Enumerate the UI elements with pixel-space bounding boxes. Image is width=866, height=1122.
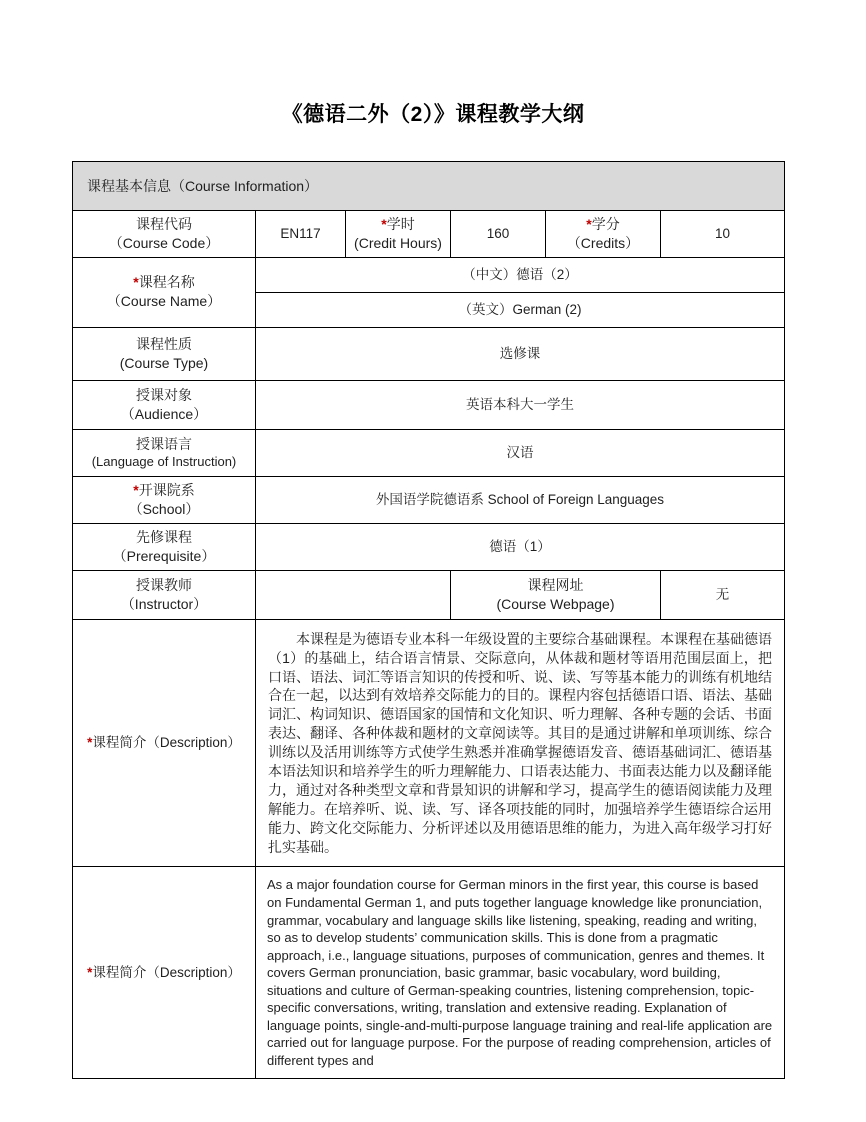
value-course-name-en: （英文）German (2) (256, 292, 785, 327)
value-course-webpage: 无 (661, 570, 785, 619)
value-language-of-instruction: 汉语 (256, 429, 785, 476)
label-course-type-en: (Course Type) (119, 354, 209, 371)
value-school: 外国语学院德语系 School of Foreign Languages (256, 476, 785, 523)
value-course-name-cn: （中文）德语（2） (256, 257, 785, 292)
label-language-of-instruction (73, 429, 256, 476)
value-course-type: 选修课 (256, 327, 785, 380)
required-asterisk: * (87, 964, 93, 980)
value-credit-hours: 160 (451, 211, 546, 258)
label-course-webpage-en: (Course Webpage) (496, 595, 615, 612)
table-row-description-en (73, 867, 785, 1079)
label-credits-cn: *学分 (586, 216, 620, 232)
label-audience-en: （Audience） (120, 405, 208, 422)
label-prerequisite (73, 523, 256, 570)
table-row-language (73, 429, 785, 476)
label-school-cn: *开课院系 (133, 481, 195, 498)
value-credits: 10 (661, 211, 785, 258)
value-description-en: As a major foundation course for German minors in the first year, this course is based on Fundamental German 1, and puts together language knowledge like pronunciation, grammar, vocabulary and language skills like listening, speaking, reading and writing, so as to develop students’ communication skills. This is done from a pragmatic approach, i.e., language situations, purposes of communication, genres and themes. It covers German pronunciation, basic grammar, basic vocabulary, word building, situations and culture of German-speaking countries, listening comprehension, topic-specific conversations, writing, translation and extensive reading. Explanation of language points, single-and-multi-purpose language training and real-life application are carried out for language purpose. For the purpose of reading comprehension, articles of different types and (256, 867, 785, 1079)
value-description-cn: 本课程是为德语专业本科一年级设置的主要综合基础课程。本课程在基础德语（1）的基础上，结合语言情景、交际意向，从体裁和题材等语用范围层面上，把口语、语法、词汇等语言知识的传授和听、说、读、写等基本能力的训练有机地结合在一起，以达到有效培养交际能力的目的。课程内容包括德语口语、语法、基础词汇、构词知识、德语国家的国情和文化知识、听力理解、各种专题的会话、书面表达、翻译、各种体裁和题材的文章阅读等。其目的是通过讲解和单项训练、综合训练以及活用训练等方式使学生熟悉并准确掌握德语发音、德语基础词汇、德语基本语法知识和培养学生的听力理解能力、口语表达能力、书面表达能力以及翻译能力，通过对各种类型文章和背景知识的讲解和学习，提高学生的德语阅读能力及理解能力。在培养听、说、读、写、译各项技能的同时，加强培养学生德语综合运用能力、跨文化交际能力、分析评述以及用德语思维的能力，为进入高年级学习打好扎实基础。 (256, 619, 785, 867)
value-instructor (256, 570, 451, 619)
value-prerequisite: 德语（1） (256, 523, 785, 570)
table-row-course-name-cn (73, 257, 785, 292)
table-row-description-cn (73, 619, 785, 867)
required-asterisk: * (133, 481, 139, 498)
label-prerequisite-cn: 先修课程 (136, 528, 192, 545)
label-instructor (73, 570, 256, 619)
label-course-type (73, 327, 256, 380)
value-course-code: EN117 (256, 211, 346, 258)
table-row-course-type (73, 327, 785, 380)
label-course-webpage-cn: 课程网址 (527, 576, 584, 593)
label-credit-hours (346, 211, 451, 258)
label-course-name-en: （Course Name） (106, 293, 222, 310)
label-school-en: （School） (128, 500, 200, 517)
label-course-webpage (451, 570, 661, 619)
required-asterisk: * (87, 735, 93, 751)
label-instructor-cn: 授课教师 (136, 576, 192, 593)
label-credit-hours-en: (Credit Hours) (354, 234, 442, 251)
label-course-code-en: （Course Code） (108, 234, 220, 251)
page-title: 《德语二外（2）》课程教学大纲 (281, 103, 585, 126)
label-course-code-cn: 课程代码 (136, 216, 192, 232)
table-row-instructor (73, 570, 785, 619)
table-row-audience (73, 380, 785, 429)
label-language-en: (Language of Instruction) (91, 454, 237, 470)
label-instructor-en: （Instructor） (120, 595, 208, 612)
value-audience: 英语本科大一学生 (256, 380, 785, 429)
label-course-name-cn: *课程名称 (133, 274, 195, 291)
table-row-section-header (73, 162, 785, 211)
label-audience (73, 380, 256, 429)
label-language-cn: 授课语言 (136, 435, 192, 452)
label-prerequisite-en: （Prerequisite） (112, 547, 216, 564)
label-description-cn: *课程简介（Description） (73, 619, 256, 867)
course-information-table (72, 161, 785, 1079)
label-course-name (73, 257, 256, 327)
table-row-school (73, 476, 785, 523)
label-credit-hours-cn: *学时 (381, 216, 415, 232)
required-asterisk: * (381, 216, 387, 232)
label-credits-en: （Credits） (566, 234, 640, 251)
section-header-cell: 课程基本信息（Course Information） (73, 162, 785, 211)
table-row-course-code (73, 211, 785, 258)
label-course-code (73, 211, 256, 258)
label-description-en: *课程简介（Description） (73, 867, 256, 1079)
label-course-type-cn: 课程性质 (136, 335, 192, 352)
required-asterisk: * (586, 216, 592, 232)
table-row-prerequisite (73, 523, 785, 570)
label-credits (546, 211, 661, 258)
label-school (73, 476, 256, 523)
required-asterisk: * (133, 274, 139, 291)
label-audience-cn: 授课对象 (136, 386, 192, 403)
